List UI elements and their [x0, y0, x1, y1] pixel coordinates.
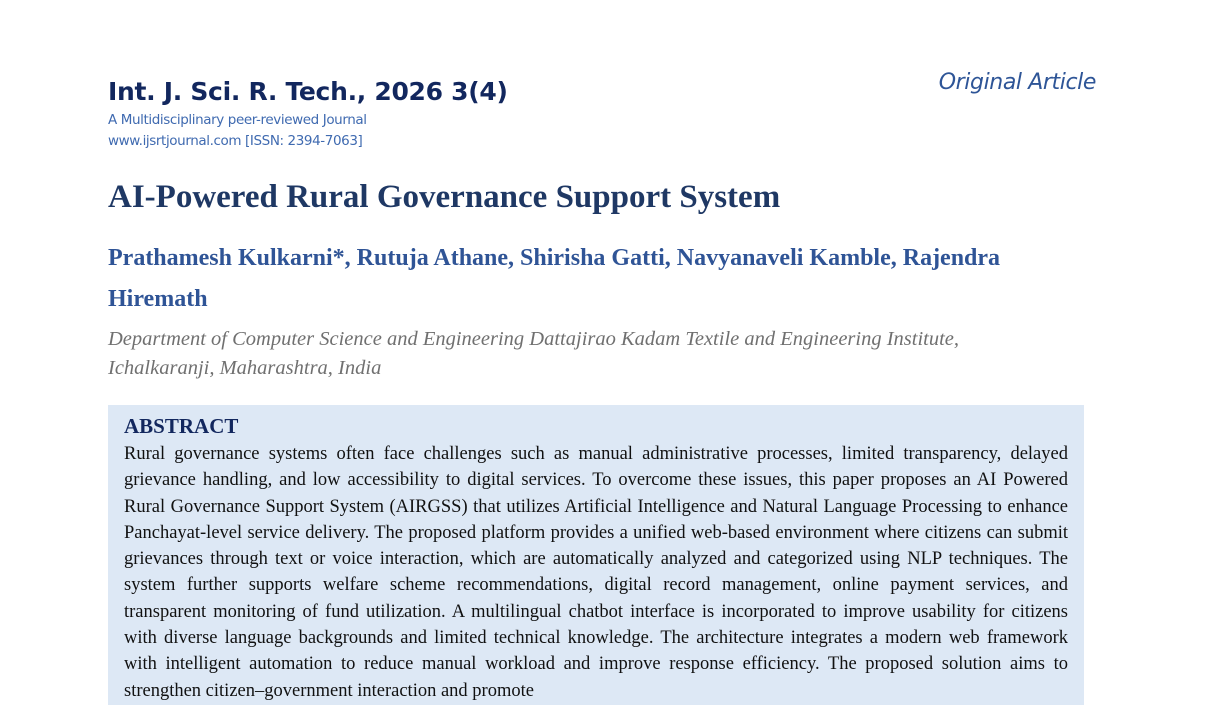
journal-title: Int. J. Sci. R. Tech., 2026 3(4) [108, 77, 508, 106]
abstract-text: Rural governance systems often face challenges such as manual administrative processes, limited transparency, delayed grievance handling, and low accessibility to digital services. To overcome these issues, this paper proposes an AI Powered Rural Governance Support System (AIRGSS) that utilizes Artificial Intelligence and Natural Language Processing to enhance Panchayat-level service delivery. The proposed platform provides a unified web-based environment where citizens can submit grievances through text or voice interaction, which are automatically analyzed and categorized using NLP techniques. The system further supports welfare scheme recommendations, digital record management, online payment services, and transparent monitoring of fund utilization. A multilingual chatbot interface is incorporated to improve usability for citizens with diverse language backgrounds and limited technical knowledge. The architecture integrates a modern web framework with intelligent automation to reduce manual workload and improve response efficiency. The proposed solution aims to strengthen citizen–government interaction and promote [124, 444, 1068, 701]
journal-header [108, 74, 508, 152]
journal-subtitle: A Multidisciplinary peer-reviewed Journal [108, 112, 367, 128]
paper-title: AI-Powered Rural Governance Support System [108, 179, 781, 215]
abstract-heading: ABSTRACT [124, 414, 239, 438]
abstract-section [108, 405, 1084, 705]
author-affiliation: Department of Computer Science and Engineering Dattajirao Kadam Textile and Engineering Institute, Ichalkaranji, Maharashtra, India [108, 328, 960, 379]
author-list: Prathamesh Kulkarni*, Rutuja Athane, Shirisha Gatti, Navyanaveli Kamble, Rajendra Hiremath [108, 245, 1001, 312]
article-type-label: Original Article [938, 70, 1096, 95]
journal-website: www.ijsrtjournal.com [ISSN: 2394-7063] [108, 133, 363, 149]
